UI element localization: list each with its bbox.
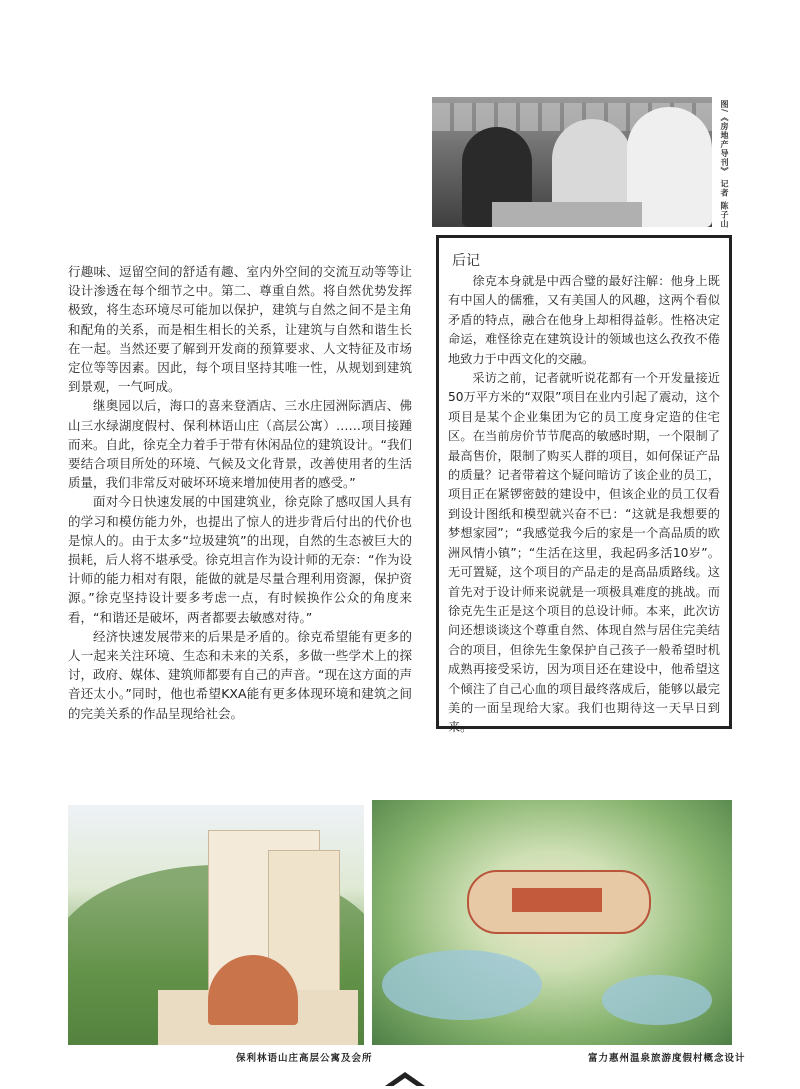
afterword-title: 后记 — [452, 253, 480, 269]
paragraph: 采访之前，记者就听说花都有一个开发量接近50万平方米的“双限”项目在业内引起了震动，这个项目是某个企业集团为它的员工度身定造的住宅区。在当前房价节节爬高的敏感时期，一个限制了最高售价，限制了购买人群的项目，如何保证产品的质量？记者带着这个疑问暗访了该企业的员工，项目正在紧锣密鼓的建设中，但该企业的员工仅看到设计图纸和模型就兴奋不已：“这就是我想要的梦想家园”；“我感觉我今后的家是一个高品质的欧洲风情小镇”；“生活在这里，我起码多活10岁”。无可置疑，这个项目的产品走的是高品质路线。这首先对于设计师来说就是一项极具难度的挑战。而徐克先生正是这个项目的总设计师。本来，此次访问还想谈谈这个尊重自然、体现自然与居住完美结合的项目，但徐先生象保护自己孩子一般希望时机成熟再接受采访，因为项目还在建设中，他希望这个倾注了自己心血的项目最终落成后，能够以最完美的一面呈现给大家。我们也期待这一天早日到来。 — [448, 371, 720, 735]
caption-left: 保利林语山庄高层公寓及会所 — [236, 1053, 373, 1064]
paragraph: 行趣味、逗留空间的舒适有趣、室内外空间的交流互动等等让设计渗透在每个细节之中。第二、尊重自然。将自然优势发挥极致，将生态环境尽可能加以保护，建筑与自然之间不是主角和配角的关系，而是相生相长的关系，让建筑与自然和谐生长在一起。当然还要了解到开发商的预算要求、人文特征及市场定位等等因素。因此，每个项目坚持其唯一性，从规划到建筑到景观，一气呵成。 — [68, 264, 412, 395]
paragraph: 面对今日快速发展的中国建筑业，徐克除了感叹国人具有的学习和模仿能力外，也提出了惊人的进步背后付出的代价也是惊人的。由于太多“垃圾建筑”的出现，自然的生态被巨大的损耗，后人将不堪承受。徐克坦言作为设计师的无奈：“作为设计师的能力相对有限，能做的就是尽量合理利用资源，保护资源。”徐克坚持设计要多考虑一点，有时候换作公众的角度来看，“和谐还是破坏，两者都要去敏感对待。” — [68, 494, 412, 625]
paragraph: 继奥园以后，海口的喜来登酒店、三水庄园洲际酒店、佛山三水绿湖度假村、保利林语山庄（高层公寓）……项目接踵而来。自此，徐克全力着手于带有休闲品位的建筑设计。“我们要结合项目所处的环境、气候及文化背景，改善使用者的生活质量，我们非常反对破坏环境来增加使用者的感受。” — [68, 398, 412, 491]
interview-photo — [432, 97, 712, 227]
paragraph: 徐克本身就是中西合璧的最好注解：他身上既有中国人的儒雅，又有美国人的风趣，这两个看似矛盾的特点，融合在他身上却相得益彰。性格决定命运，难怪徐克在建筑设计的领域也这么孜孜不倦地致力于中西文化的交融。 — [448, 274, 720, 366]
afterword-box — [436, 235, 732, 735]
photo-credit: 图/《房地产导刊》 记者 陈子山 — [720, 100, 729, 229]
rendering-poly-linyu — [68, 805, 364, 1045]
rendering-fuli-huizhou — [372, 800, 732, 1045]
left-column — [68, 262, 412, 723]
paragraph: 经济快速发展带来的后果是矛盾的。徐克希望能有更多的人一起来关注环境、生态和未来的关系，多做一些学术上的探讨，政府、媒体、建筑师都要有自己的声音。“现在这方面的声音还太小。”同时，他也希望KXA能有更多体现环境和建筑之间的完美关系的作品呈现给社会。 — [68, 628, 412, 721]
caption-right: 富力惠州温泉旅游度假村概念设计 — [588, 1053, 746, 1064]
